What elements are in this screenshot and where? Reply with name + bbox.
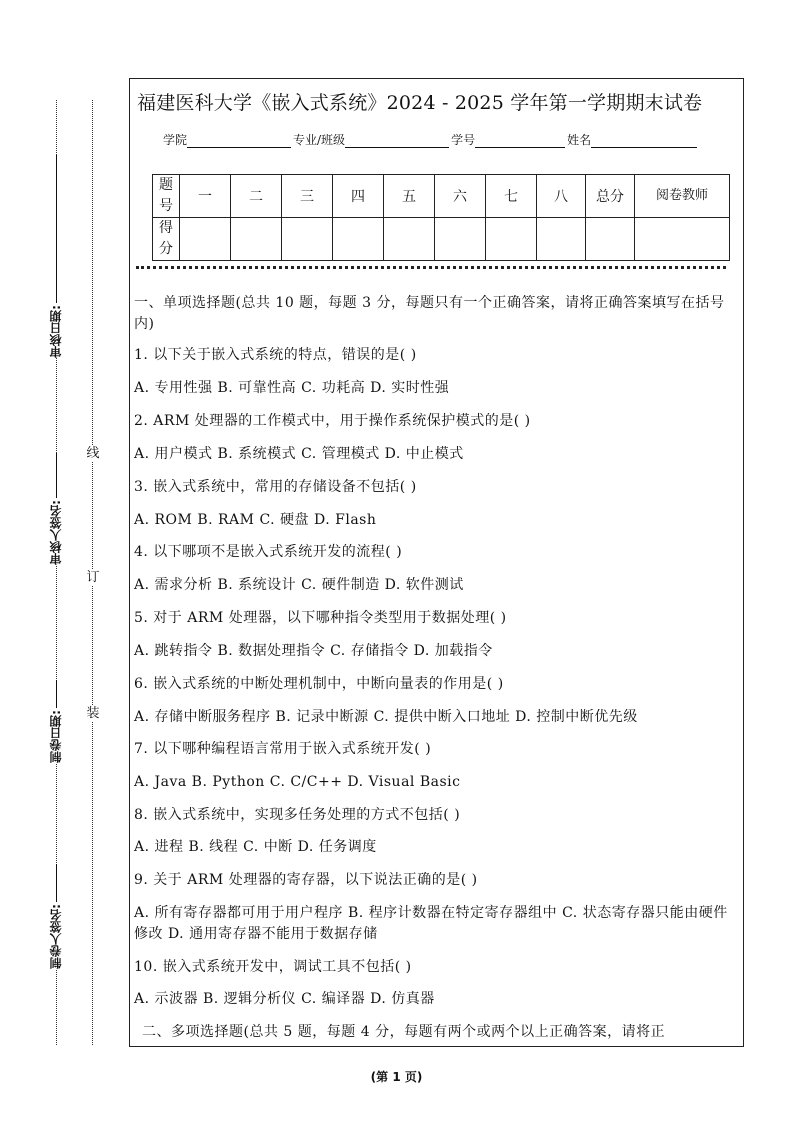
question-9-options: A. 所有寄存器都可用于用户程序 B. 程序计数器在特定寄存器组中 C. 状态寄存器只能由硬件修改 D. 通用寄存器不能用于数据存储 bbox=[134, 905, 728, 942]
student-id-label: 学号 bbox=[451, 133, 476, 147]
reviewer-signature-field[interactable] bbox=[44, 453, 68, 565]
major-class-input[interactable] bbox=[345, 135, 449, 148]
section-7-score-cell[interactable] bbox=[486, 218, 537, 261]
score-table-header-row bbox=[153, 175, 730, 218]
total-score-header: 总分 bbox=[586, 175, 635, 218]
question-2: 2. ARM 处理器的工作模式中，用于操作系统保护模式的是( ) bbox=[134, 413, 531, 429]
binding-char-xian: 线 bbox=[86, 446, 100, 461]
setter-date-label: 制卷日期: bbox=[49, 710, 63, 763]
question-number-header: 题号 bbox=[153, 175, 180, 218]
exam-paper-frame bbox=[129, 78, 744, 1047]
section-1-header: 一 bbox=[180, 175, 231, 218]
question-10-options: A. 示波器 B. 逻辑分析仪 C. 编译器 D. 仿真器 bbox=[134, 991, 435, 1007]
section-4-header: 四 bbox=[333, 175, 384, 218]
question-3: 3. 嵌入式系统中，常用的存储设备不包括( ) bbox=[134, 479, 417, 495]
reviewer-date-field[interactable] bbox=[44, 155, 68, 358]
college-input[interactable] bbox=[187, 135, 291, 148]
setter-signature-field[interactable] bbox=[44, 864, 68, 969]
total-score-cell[interactable] bbox=[586, 218, 635, 261]
setter-signature-label: 制卷人签名: bbox=[49, 904, 63, 969]
setter-date-underline bbox=[56, 680, 57, 708]
student-id-input[interactable] bbox=[475, 135, 565, 148]
question-5-options: A. 跳转指令 B. 数据处理指令 C. 存储指令 D. 加载指令 bbox=[134, 643, 493, 659]
setter-date-field[interactable] bbox=[44, 680, 68, 763]
section-3-header: 三 bbox=[282, 175, 333, 218]
grader-header: 阅卷教师 bbox=[635, 175, 730, 218]
question-7: 7. 以下哪种编程语言常用于嵌入式系统开发( ) bbox=[134, 741, 432, 757]
question-6: 6. 嵌入式系统的中断处理机制中，中断向量表的作用是( ) bbox=[134, 676, 504, 692]
reviewer-date-underline bbox=[56, 155, 57, 303]
question-5: 5. 对于 ARM 处理器，以下哪种指令类型用于数据处理( ) bbox=[134, 610, 507, 626]
section-7-header: 七 bbox=[486, 175, 537, 218]
question-7-options: A. Java B. Python C. C/C++ D. Visual Basic bbox=[134, 774, 461, 790]
grader-cell[interactable] bbox=[635, 218, 730, 261]
section-1-heading: 一、单项选择题(总共 10 题，每题 3 分，每题只有一个正确答案，请将正确答案填写在括号内) bbox=[134, 295, 725, 332]
question-8: 8. 嵌入式系统中，实现多任务处理的方式不包括( ) bbox=[134, 807, 461, 823]
score-table bbox=[152, 174, 730, 261]
section-1-score-cell[interactable] bbox=[180, 218, 231, 261]
exam-title: 福建医科大学《嵌入式系统》2024 - 2025 学年第一学期期末试卷 bbox=[137, 92, 703, 114]
question-4: 4. 以下哪项不是嵌入式系统开发的流程( ) bbox=[134, 544, 403, 560]
question-1: 1. 以下关于嵌入式系统的特点，错误的是( ) bbox=[134, 347, 417, 363]
section-2-score-cell[interactable] bbox=[231, 218, 282, 261]
section-8-score-cell[interactable] bbox=[537, 218, 586, 261]
header-separator bbox=[136, 266, 726, 269]
setter-signature-underline bbox=[56, 864, 57, 902]
section-2-header: 二 bbox=[231, 175, 282, 218]
score-table-score-row bbox=[153, 218, 730, 261]
question-6-options: A. 存储中断服务程序 B. 记录中断源 C. 提供中断入口地址 D. 控制中断优先级 bbox=[134, 709, 638, 725]
section-3-score-cell[interactable] bbox=[282, 218, 333, 261]
student-info-row bbox=[163, 132, 699, 148]
question-9: 9. 关于 ARM 处理器的寄存器，以下说法正确的是( ) bbox=[134, 872, 478, 888]
section-8-header: 八 bbox=[537, 175, 586, 218]
major-class-label: 专业/班级 bbox=[293, 133, 346, 147]
section-6-score-cell[interactable] bbox=[435, 218, 486, 261]
question-8-options: A. 进程 B. 线程 C. 中断 D. 任务调度 bbox=[134, 839, 377, 855]
binding-char-zhuang: 装 bbox=[86, 706, 100, 721]
section-5-header: 五 bbox=[384, 175, 435, 218]
name-input[interactable] bbox=[591, 135, 697, 148]
question-1-options: A. 专用性强 B. 可靠性高 C. 功耗高 D. 实时性强 bbox=[134, 380, 450, 396]
page-number: (第 1 页) bbox=[370, 1070, 423, 1084]
name-label: 姓名 bbox=[567, 133, 592, 147]
binding-char-ding: 订 bbox=[86, 570, 100, 585]
college-label: 学院 bbox=[163, 133, 188, 147]
reviewer-signature-underline bbox=[56, 453, 57, 498]
reviewer-date-label: 审核日期: bbox=[49, 305, 63, 358]
reviewer-signature-label: 审核人签名: bbox=[49, 500, 63, 565]
section-2-heading: 二、多项选择题(总共 5 题，每题 4 分，每题有两个或两个以上正确答案，请将正 bbox=[142, 1024, 666, 1040]
question-3-options: A. ROM B. RAM C. 硬盘 D. Flash bbox=[134, 512, 377, 528]
section-4-score-cell[interactable] bbox=[333, 218, 384, 261]
question-4-options: A. 需求分析 B. 系统设计 C. 硬件制造 D. 软件测试 bbox=[134, 577, 464, 593]
section-5-score-cell[interactable] bbox=[384, 218, 435, 261]
question-2-options: A. 用户模式 B. 系统模式 C. 管理模式 D. 中止模式 bbox=[134, 446, 464, 462]
score-row-label: 得分 bbox=[153, 218, 180, 261]
question-10: 10. 嵌入式系统开发中，调试工具不包括( ) bbox=[134, 959, 412, 975]
section-6-header: 六 bbox=[435, 175, 486, 218]
